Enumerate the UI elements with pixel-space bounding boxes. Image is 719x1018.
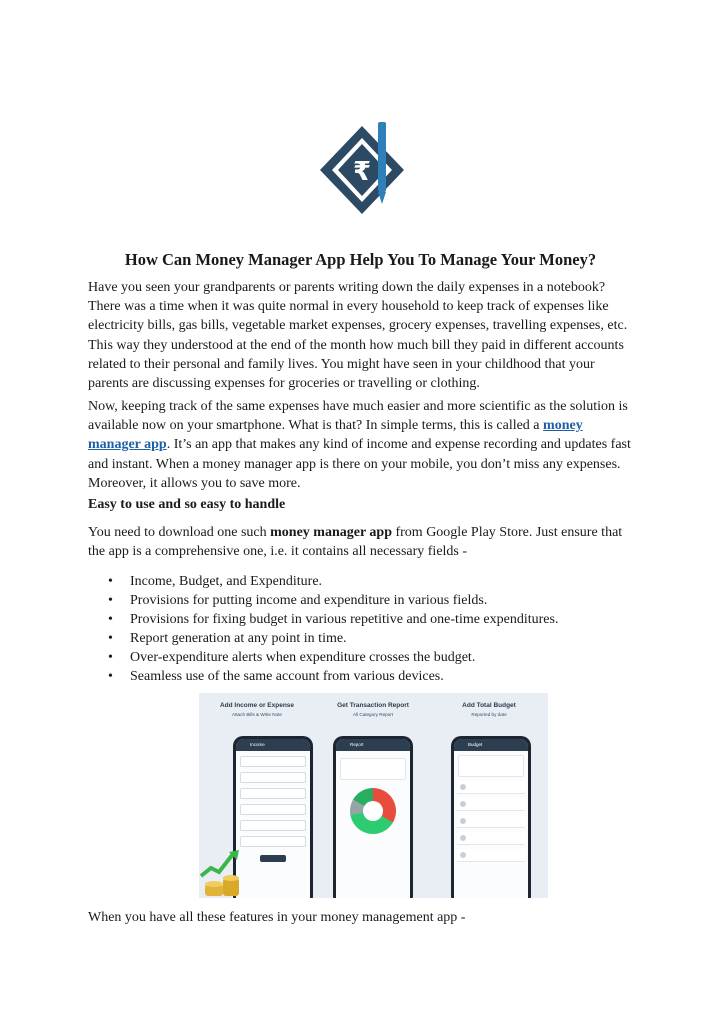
phone-mockup — [333, 736, 413, 898]
screenshot-subheading: Reported by date — [471, 712, 507, 717]
screen-title: Report — [336, 739, 410, 751]
table-row — [457, 849, 525, 862]
app-screenshots-image — [199, 693, 548, 898]
save-button-graphic — [260, 855, 286, 862]
screen-title: Budget — [454, 739, 528, 751]
list-item: • Provisions for putting income and expenditure in various fields. — [108, 591, 628, 610]
download-text-start: You need to download one such — [88, 525, 271, 540]
download-bold-text: money manager app — [270, 525, 392, 540]
list-item: • Over-expenditure alerts when expenditure crosses the budget. — [108, 648, 628, 667]
list-item: • Income, Budget, and Expenditure. — [108, 572, 628, 591]
balance-summary — [340, 758, 406, 780]
table-row — [457, 781, 525, 794]
list-item: • Seamless use of the same account from various devices. — [108, 667, 628, 686]
table-row — [457, 832, 525, 845]
form-field — [240, 820, 306, 831]
intro-paragraph: Have you seen your grandparents or parents writing down the daily expenses in a notebook? There was a time when it was quite normal in every household to keep track of expenses like electricity bills, gas bills, vegetable market expenses, grocery expenses, travelling expenses, etc. This way they understood at the end of the month how much bill they paid in different accounts related to their personal and family lives. You might have seen in your childhood that your parents are discussing expenses for groceries or travelling or clothing. — [88, 280, 628, 392]
list-item: • Report generation at any point in time. — [108, 629, 628, 648]
screen-title: Income — [236, 739, 310, 751]
table-row — [457, 815, 525, 828]
category-donut-chart — [350, 788, 396, 834]
screenshot-report — [315, 693, 431, 898]
screenshot-subheading: All Category Report — [352, 712, 394, 717]
solution-text-start: Now, keeping track of the same expenses have much easier and more scientific as the solution is available now on your smartphone. What is that? In simple terms, this is called a — [88, 399, 628, 434]
section-heading: Easy to use and so easy to handle — [88, 497, 286, 512]
list-item: • Provisions for fixing budget in various repetitive and one-time expenditures. — [108, 610, 628, 629]
feature-list — [108, 572, 628, 686]
form-field — [240, 836, 306, 847]
form-field — [240, 788, 306, 799]
solution-paragraph — [88, 397, 633, 493]
rupee-notebook-logo-icon — [312, 118, 412, 228]
form-field — [240, 756, 306, 767]
screenshot-heading: Add Income or Expense — [219, 702, 295, 709]
phone-mockup — [451, 736, 531, 898]
screenshot-heading: Add Total Budget — [462, 702, 516, 709]
screenshot-heading: Get Transaction Report — [337, 702, 409, 709]
screenshot-add-income — [199, 693, 315, 898]
solution-text-end: . It’s an app that makes any kind of income and expense recording and updates fast and instant. When a money manager app is there on your mobile, you don’t miss any expenses. Moreover, it allows you to save more. — [88, 437, 631, 491]
download-text-end: from Google Play Store. Just ensure that the app is a comprehensive one, i.e. it contains all necessary fields - — [88, 525, 623, 560]
screenshot-budget — [431, 693, 547, 898]
coins-growth-icon — [199, 846, 247, 898]
form-field — [240, 772, 306, 783]
table-row — [457, 798, 525, 811]
closing-paragraph: When you have all these features in your money management app - — [88, 910, 466, 925]
download-paragraph — [88, 523, 633, 561]
form-field — [240, 804, 306, 815]
svg-text:₹: ₹ — [352, 157, 372, 187]
page-title: How Can Money Manager App Help You To Manage Your Money? — [124, 250, 597, 269]
screenshot-subheading: Attach Bills & Write Note — [232, 712, 282, 717]
money-manager-app-link[interactable]: money manager app — [88, 418, 583, 453]
budget-summary — [458, 755, 524, 777]
